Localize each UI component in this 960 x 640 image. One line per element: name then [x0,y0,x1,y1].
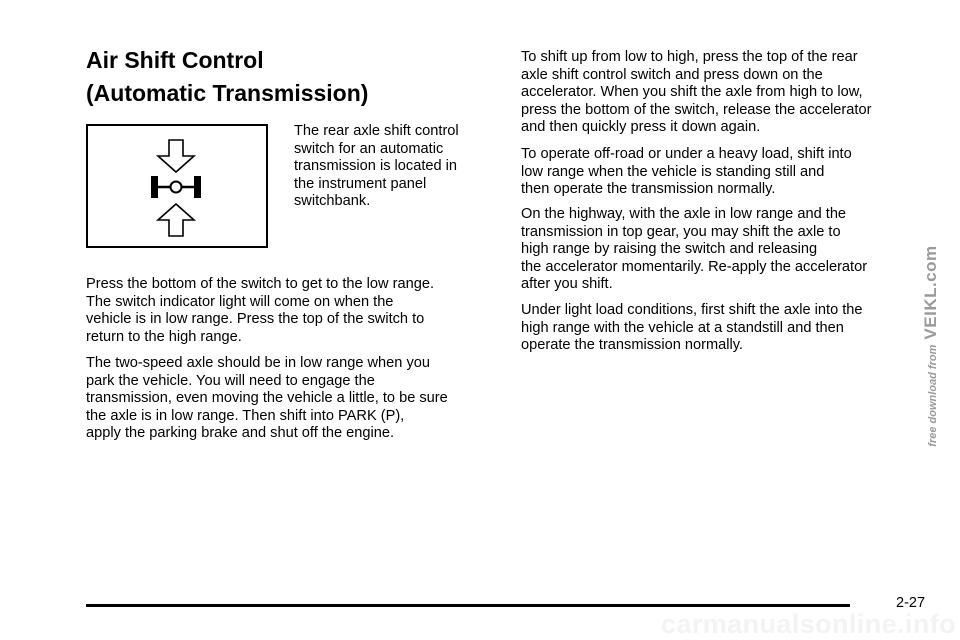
text-line: apply the parking brake and shut off the engine. [86,425,395,442]
page-title [86,44,368,110]
axle-icon [151,176,201,198]
right-paragraph-4 [521,302,863,355]
left-paragraph-1 [86,276,434,346]
page-number: 2-27 [896,595,926,611]
caption-line: The rear axle shift control [294,123,459,139]
caption-line: transmission is located in [294,158,458,175]
watermark-text [921,245,941,446]
text-line: the accelerator momentarily. Re-apply the accelerator [521,258,868,275]
watermark-prefix: free download from [927,344,939,447]
right-paragraph-1 [521,49,871,137]
arrow-down-outline-icon [158,140,194,172]
footer-rule [86,604,850,607]
text-line: high range with the vehicle at a standstill and then [521,319,844,336]
text-line: On the highway, with the axle in low range and the [521,206,847,222]
text-line: high range by raising the switch and releasing [521,241,818,258]
caption-line: switchbank. [294,193,371,210]
text-line: To operate off-road or under a heavy load, shift into [521,146,852,162]
text-line: transmission in top gear, you may shift the axle to [521,223,841,240]
title-line: Air Shift Control [86,47,264,73]
text-line: park the vehicle. You will need to engage the [86,372,375,389]
text-line: To shift up from low to high, press the top of the rear [521,49,858,65]
text-line: The switch indicator light will come on when the [86,293,394,310]
text-line: Press the bottom of the switch to get to the low range. [86,276,435,292]
arrow-up-outline-icon [158,204,194,236]
figure-caption [294,123,459,211]
axle-switch-diagram [88,126,266,246]
right-paragraph-2 [521,146,852,199]
text-line: operate the transmission normally. [521,337,743,354]
text-line: after you shift. [521,276,613,293]
text-line: transmission, even moving the vehicle a little, to be sure [86,390,448,407]
text-line: vehicle is in low range. Press the top of the switch to [86,311,425,328]
right-paragraph-3 [521,206,867,294]
footer-site-watermark: carmanualsonline.info [661,609,956,639]
text-line: accelerator. When you shift the axle from high to low, [521,84,863,101]
text-line: The two-speed axle should be in low range when you [86,355,430,371]
axle-switch-figure [86,124,268,248]
caption-line: the instrument panel [294,175,427,192]
text-line: low range when the vehicle is standing still and [521,163,825,180]
text-line: and then quickly press it down again. [521,119,761,136]
text-line: the axle is in low range. Then shift into PARK (P), [86,407,405,424]
caption-line: switch for an automatic [294,140,444,157]
text-line: Under light load conditions, first shift the axle into the [521,302,863,318]
left-paragraph-2 [86,355,448,443]
text-line: return to the high range. [86,328,242,345]
watermark-brand: VEIKL.com [921,245,940,340]
text-line: axle shift control switch and press down on the [521,66,823,83]
text-line: then operate the transmission normally. [521,181,776,198]
text-line: press the bottom of the switch, release the accelerator [521,101,872,118]
title-line: (Automatic Transmission) [86,80,369,106]
